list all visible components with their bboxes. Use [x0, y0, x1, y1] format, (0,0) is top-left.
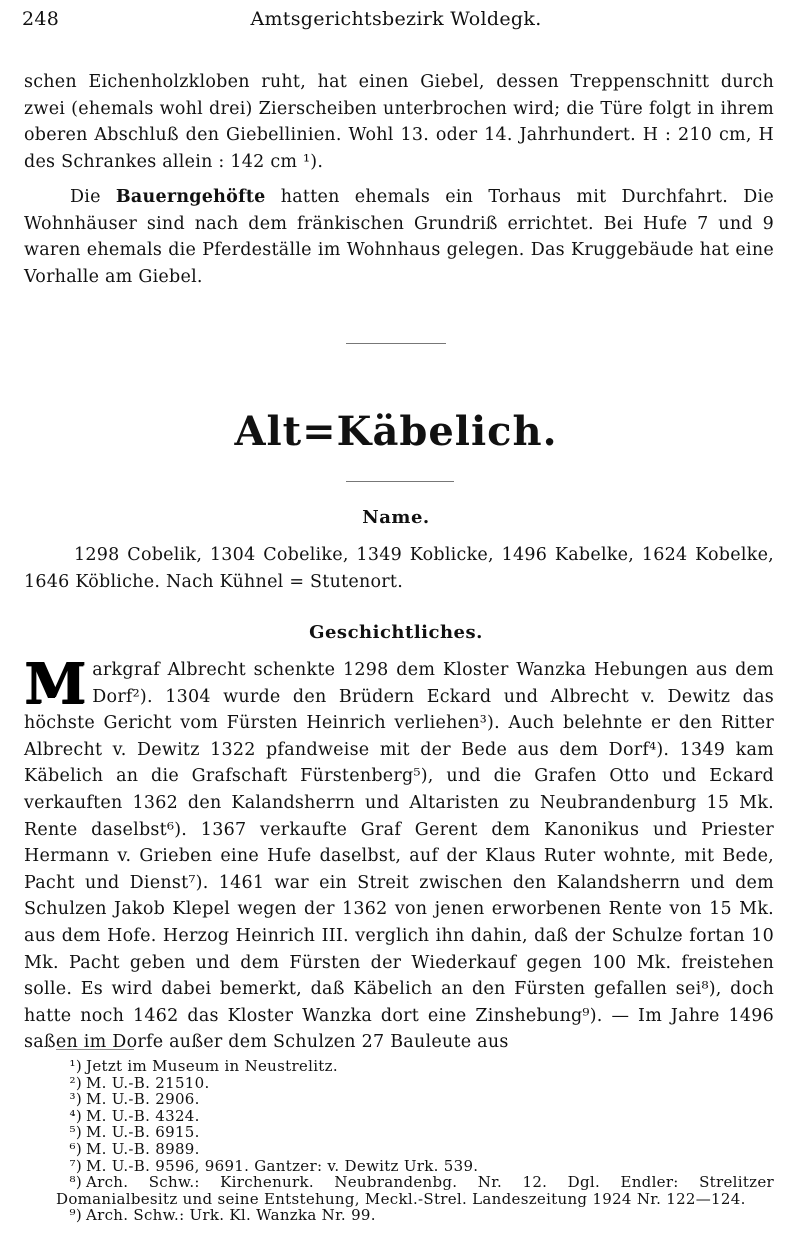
name-text: 1298 Cobelik, 1304 Cobelike, 1349 Koblicke, 1496 Kabelke, 1624 Kobelke, 1646 Köbliche. Nach Kühnel = Stutenort. — [24, 545, 774, 592]
bauerngehoefte-term: Bauerngehöfte — [115, 187, 266, 207]
footnotes — [56, 1058, 774, 1224]
chapter-title: Alt=Käbelich. — [234, 408, 558, 455]
drop-cap-initial: M — [24, 651, 87, 717]
section-divider-bottom — [346, 481, 454, 482]
running-header — [22, 8, 770, 38]
paragraph-2-rest: hatten ehemals ein Torhaus mit Durchfahrt. Die Wohnhäuser sind nach dem fränkischen Grundriß errichtet. Bei Hufe 7 und 9 waren ehemals die Pferdeställe im Wohnhaus gelegen. Das Kruggebäude hat eine Vorhalle am Giebel. — [24, 187, 774, 287]
footnote: ⁷) M. U.-B. 9596, 9691. Gantzer: v. Dewitz Urk. 539. — [69, 1156, 479, 1175]
paragraph-2-lead: Die — [70, 187, 101, 207]
intro-paragraph-2 — [24, 184, 774, 290]
footnote-separator — [56, 1049, 134, 1050]
section-divider-top — [346, 343, 446, 344]
history-heading: Geschichtliches. — [309, 622, 483, 643]
footnote: ³) M. U.-B. 2906. — [69, 1090, 200, 1109]
footnote: ⁶) M. U.-B. 8989. — [69, 1139, 200, 1158]
footnote: ¹) Jetzt im Museum in Neustrelitz. — [69, 1057, 338, 1075]
footnote: ⁴) M. U.-B. 4324. — [69, 1106, 200, 1125]
history-body: arkgraf Albrecht schenkte 1298 dem Kloster Wanzka Hebungen aus dem Dorf²). 1304 wurde den Brüdern Eckard und Albrecht v. Dewitz das höchste Gericht vom Fürsten Heinrich verliehen³). Auch belehnte er den Ritter Albrecht v. Dewitz 1322 pfandweise mit der Bede aus dem Dorf⁴). 1349 kam Käbelich an die Grafschaft Fürstenberg⁵), und die Grafen Otto und Eckard verkauften 1362 den Kalandsherrn und Altaristen zu Neubrandenburg 15 Mk. Rente daselbst⁶). 1367 verkaufte Graf Gerent dem Kanonikus und Priester Hermann v. Grieben eine Hufe daselbst, auf der Klaus Ruter wohnte, mit Bede, Pacht und Dienst⁷). 1461 war ein Streit zwischen den Kalandsherrn und dem Schulzen Jakob Klepel wegen der 1362 von jenen erworbenen Rente von 15 Mk. aus dem Hofe. Herzog Heinrich III. verglich ihn dahin, daß der Schulze fortan 10 Mk. Pacht geben und dem Fürsten der Wiederkauf gegen 100 Mk. freistehen solle. Es wird dabei bemerkt, daß Käbelich an den Fürsten gefallen sei⁸), doch hatte noch 1462 das Kloster Wanzka dort eine Zinshebung⁹). — Im Jahre 1496 saßen im Dorfe außer dem Schulzen 27 Bauleute aus — [24, 660, 774, 1053]
name-heading: Name. — [362, 507, 430, 528]
history-text — [24, 651, 774, 1056]
footnote: ⁹) Arch. Schw.: Urk. Kl. Wanzka Nr. 99. — [69, 1206, 376, 1225]
page-number: 248 — [22, 8, 60, 30]
footnote: ²) M. U.-B. 21510. — [69, 1073, 210, 1092]
footnote: ⁸) Arch. Schw.: Kirchenurk. Neubrandenbg. Nr. 12. Dgl. Endler: Strelitzer Domanialbesitz und seine Entstehung, Meckl.-Strel. Landeszeitung 1924 Nr. 122—124. — [56, 1173, 774, 1208]
intro-paragraph-1: schen Eichenholzkloben ruht, hat einen Giebel, dessen Treppenschnitt durch zwei (ehemals wohl drei) Zierscheiben unterbrochen wird; die Türe folgt in ihrem oberen Abschluß den Giebellinien. Wohl 13. oder 14. Jahrhundert. H : 210 cm, H des Schrankes allein : 142 cm ¹). — [24, 72, 774, 172]
footnote: ⁵) M. U.-B. 6915. — [69, 1123, 200, 1142]
running-title: Amtsgerichtsbezirk Woldegk. — [250, 8, 542, 30]
